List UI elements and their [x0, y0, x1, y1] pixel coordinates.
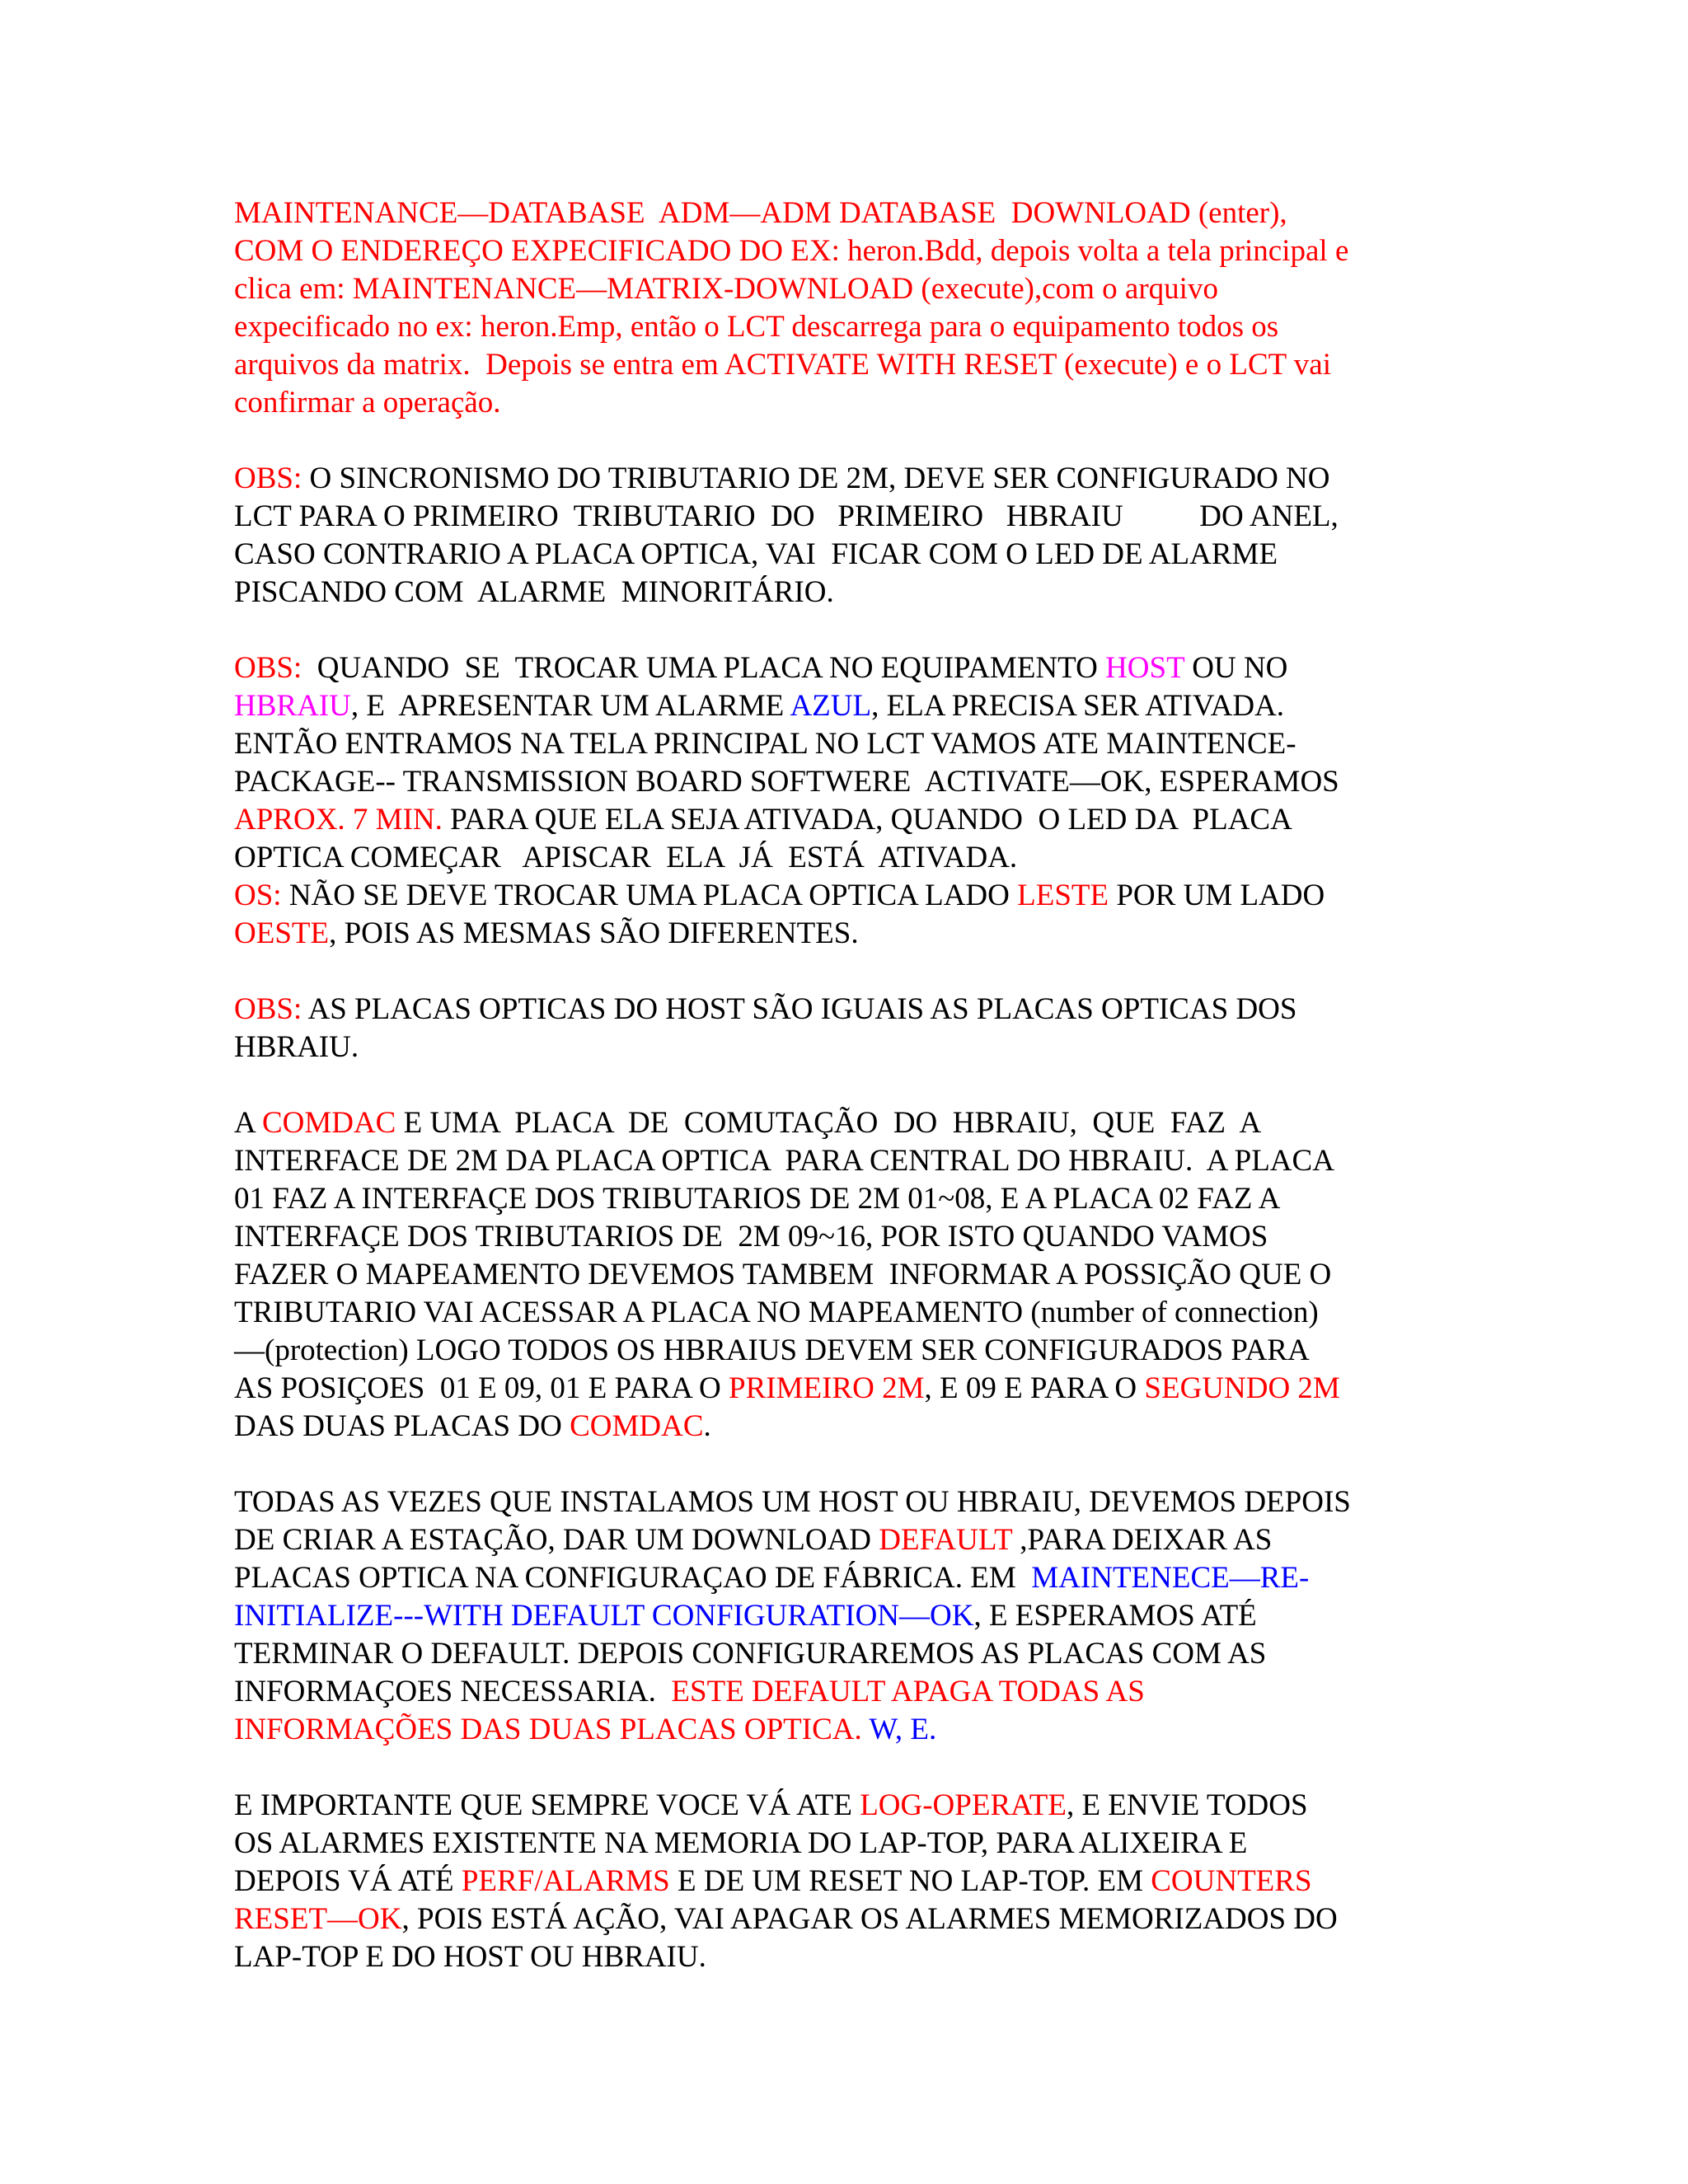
text-run: , ELA PRECISA SER ATIVADA. — [871, 689, 1285, 723]
text-run: LAP-TOP E DO HOST OU HBRAIU. — [234, 1940, 706, 1974]
text-run: O SINCRONISMO DO TRIBUTARIO DE 2M, DEVE SER CONFIGURADO NO — [302, 462, 1330, 495]
text-run: , POIS AS MESMAS SÃO DIFERENTES. — [329, 916, 859, 950]
text-line — [234, 1635, 1470, 1673]
paragraph — [234, 649, 1470, 877]
text-run: COMDAC — [261, 1106, 396, 1140]
text-line — [234, 1256, 1470, 1294]
text-run: PRIMEIRO 2M — [729, 1371, 925, 1405]
text-line — [234, 1863, 1470, 1900]
text-line — [234, 1787, 1470, 1825]
text-line — [234, 574, 1470, 612]
text-line — [234, 1938, 1470, 1976]
text-run: OBS: — [234, 992, 302, 1026]
text-run: COM O ENDEREÇO EXPECIFICADO DO EX: heron.Bdd, depois volta a tela principal e — [234, 234, 1349, 268]
text-run: TERMINAR O DEFAULT. DEPOIS CONFIGURAREMOS AS PLACAS COM AS — [234, 1637, 1267, 1671]
text-run: , POIS ESTÁ AÇÃO, VAI APAGAR OS ALARMES MEMORIZADOS DO — [401, 1902, 1338, 1936]
text-line — [234, 1294, 1470, 1332]
paragraph — [234, 194, 1470, 422]
text-line — [234, 1408, 1470, 1446]
text-line — [234, 1332, 1470, 1370]
text-line — [234, 1483, 1470, 1521]
text-run: , E ESPERAMOS ATÉ — [973, 1599, 1257, 1633]
text-run: APROX. 7 MIN. — [234, 803, 443, 837]
paragraph-gap — [234, 1066, 1470, 1104]
text-run: RESET—OK — [234, 1902, 402, 1936]
document-body — [234, 194, 1470, 1976]
text-run: OPTICA COMEÇAR APISCAR ELA JÁ ESTÁ ATIVADA. — [234, 841, 1018, 874]
text-line — [234, 915, 1470, 953]
text-line — [234, 725, 1470, 763]
text-run: OS ALARMES EXISTENTE NA MEMORIA DO LAP-TOP, PARA ALIXEIRA E — [234, 1826, 1248, 1860]
text-run: TODAS AS VEZES QUE INSTALAMOS UM HOST OU HBRAIU, DEVEMOS DEPOIS — [234, 1485, 1351, 1519]
text-run: INTERFACE DE 2M DA PLACA OPTICA PARA CENTRAL DO HBRAIU. A PLACA — [234, 1144, 1334, 1178]
paragraph-gap — [234, 1749, 1470, 1787]
paragraph-gap — [234, 953, 1470, 991]
text-line — [234, 1900, 1470, 1938]
text-line — [234, 1104, 1470, 1142]
text-run: FAZER O MAPEAMENTO DEVEMOS TAMBEM INFORMAR A POSSIÇÃO QUE O — [234, 1258, 1332, 1291]
paragraph-gap — [234, 422, 1470, 460]
text-line — [234, 384, 1470, 422]
text-run: COMDAC — [570, 1409, 704, 1443]
text-run: INITIALIZE---WITH DEFAULT CONFIGURATION—OK — [234, 1599, 974, 1633]
text-line — [234, 536, 1470, 574]
text-line — [234, 1370, 1470, 1408]
paragraph — [234, 1787, 1470, 1976]
text-run: HOST — [1105, 651, 1185, 685]
text-run: COUNTERS — [1151, 1864, 1312, 1898]
text-line — [234, 649, 1470, 687]
text-run: PISCANDO COM ALARME MINORITÁRIO. — [234, 575, 834, 609]
text-run: 01 FAZ A INTERFAÇE DOS TRIBUTARIOS DE 2M 01~08, E A PLACA 02 FAZ A — [234, 1182, 1281, 1216]
text-run: E IMPORTANTE QUE SEMPRE VOCE VÁ ATE — [234, 1788, 860, 1822]
text-run: LOG-OPERATE — [860, 1788, 1067, 1822]
text-line — [234, 346, 1470, 384]
text-run: DEPOIS VÁ ATÉ — [234, 1864, 462, 1898]
paragraph — [234, 877, 1470, 953]
text-run: INFORMAÇOES NECESSARIA. — [234, 1675, 672, 1708]
text-line — [234, 1711, 1470, 1749]
text-run: PARA QUE ELA SEJA ATIVADA, QUANDO O LED DA PLACA — [442, 803, 1292, 837]
text-run: OU NO — [1184, 651, 1288, 685]
text-run: POR UM LADO — [1109, 879, 1325, 912]
text-line — [234, 839, 1470, 877]
text-run: MAINTENECE—RE- — [1031, 1561, 1310, 1595]
text-line — [234, 1218, 1470, 1256]
text-run: W, E. — [869, 1713, 937, 1746]
text-run: OS: — [234, 879, 282, 912]
text-run: DAS DUAS PLACAS DO — [234, 1409, 570, 1443]
text-run: INTERFAÇE DOS TRIBUTARIOS DE 2M 09~16, POR ISTO QUANDO VAMOS — [234, 1220, 1268, 1254]
text-line — [234, 194, 1470, 232]
text-line — [234, 232, 1470, 270]
text-line — [234, 1825, 1470, 1863]
text-line — [234, 1521, 1470, 1559]
text-run: confirmar a operação. — [234, 386, 501, 419]
paragraph — [234, 1483, 1470, 1749]
text-run: arquivos da matrix. Depois se entra em ACTIVATE WITH RESET (execute) e o LCT vai — [234, 348, 1332, 382]
text-run: SEGUNDO 2M — [1144, 1371, 1340, 1405]
text-run: ESTE DEFAULT APAGA TODAS AS — [671, 1675, 1145, 1708]
text-line — [234, 801, 1470, 839]
text-run: clica em: MAINTENANCE—MATRIX-DOWNLOAD (execute),com o arquivo — [234, 272, 1218, 306]
text-run: HBRAIU — [234, 689, 351, 723]
text-run: OBS: — [234, 651, 302, 685]
text-run: , E 09 E PARA O — [924, 1371, 1145, 1405]
paragraph — [234, 1104, 1470, 1446]
paragraph — [234, 460, 1470, 612]
text-run: TRIBUTARIO VAI ACESSAR A PLACA NO MAPEAMENTO (number of connection) — [234, 1296, 1319, 1329]
text-line — [234, 1597, 1470, 1635]
text-run: PERF/ALARMS — [461, 1864, 670, 1898]
text-run: AS POSIÇOES 01 E 09, 01 E PARA O — [234, 1371, 729, 1405]
text-run: ENTÃO ENTRAMOS NA TELA PRINCIPAL NO LCT VAMOS ATE MAINTENCE- — [234, 727, 1296, 761]
text-run: E UMA PLACA DE COMUTAÇÃO DO HBRAIU, QUE FAZ A — [396, 1106, 1262, 1140]
text-run: ,PARA DEIXAR AS — [1012, 1523, 1273, 1557]
text-line — [234, 877, 1470, 915]
text-run: . — [703, 1409, 711, 1443]
text-run: PACKAGE-- TRANSMISSION BOARD SOFTWERE ACTIVATE—OK, ESPERAMOS — [234, 765, 1339, 799]
text-run: , E ENVIE TODOS — [1066, 1788, 1308, 1822]
text-run: E DE UM RESET NO LAP-TOP. EM — [669, 1864, 1151, 1898]
text-run: PLACAS OPTICA NA CONFIGURAÇAO DE FÁBRICA. EM — [234, 1561, 1032, 1595]
text-line — [234, 763, 1470, 801]
text-line — [234, 1180, 1470, 1218]
text-line — [234, 1673, 1470, 1711]
text-run: NÃO SE DEVE TROCAR UMA PLACA OPTICA LADO — [281, 879, 1018, 912]
text-line — [234, 308, 1470, 346]
paragraph-gap — [234, 1446, 1470, 1483]
text-run: HBRAIU. — [234, 1030, 359, 1064]
text-run: DE CRIAR A ESTAÇÃO, DAR UM DOWNLOAD — [234, 1523, 879, 1557]
text-run: MAINTENANCE—DATABASE ADM—ADM DATABASE DOWNLOAD (enter), — [234, 196, 1287, 230]
text-line — [234, 1559, 1470, 1597]
text-line — [234, 991, 1470, 1029]
text-run: —(protection) LOGO TODOS OS HBRAIUS DEVEM SER CONFIGURADOS PARA — [234, 1333, 1310, 1367]
text-line — [234, 687, 1470, 725]
text-run: DEFAULT — [879, 1523, 1013, 1557]
text-run: AS PLACAS OPTICAS DO HOST SÃO IGUAIS AS PLACAS OPTICAS DOS — [302, 992, 1297, 1026]
text-line — [234, 270, 1470, 308]
text-run: OESTE — [234, 916, 330, 950]
text-run: QUANDO SE TROCAR UMA PLACA NO EQUIPAMENTO — [302, 651, 1106, 685]
paragraph — [234, 991, 1470, 1066]
text-run: , E APRESENTAR UM ALARME — [350, 689, 790, 723]
text-line — [234, 1142, 1470, 1180]
text-run: AZUL — [790, 689, 872, 723]
text-run: INFORMAÇÕES DAS DUAS PLACAS OPTICA. — [234, 1713, 870, 1746]
paragraph-gap — [234, 612, 1470, 649]
text-run: OBS: — [234, 462, 302, 495]
text-line — [234, 498, 1470, 536]
text-line — [234, 460, 1470, 498]
text-run: LESTE — [1017, 879, 1109, 912]
text-line — [234, 1029, 1470, 1066]
text-run: LCT PARA O PRIMEIRO TRIBUTARIO DO PRIMEIRO HBRAIU DO ANEL, — [234, 499, 1339, 533]
text-run: A — [234, 1106, 262, 1140]
text-run: CASO CONTRARIO A PLACA OPTICA, VAI FICAR COM O LED DE ALARME — [234, 537, 1278, 571]
text-run: expecificado no ex: heron.Emp, então o LCT descarrega para o equipamento todos os — [234, 310, 1279, 344]
